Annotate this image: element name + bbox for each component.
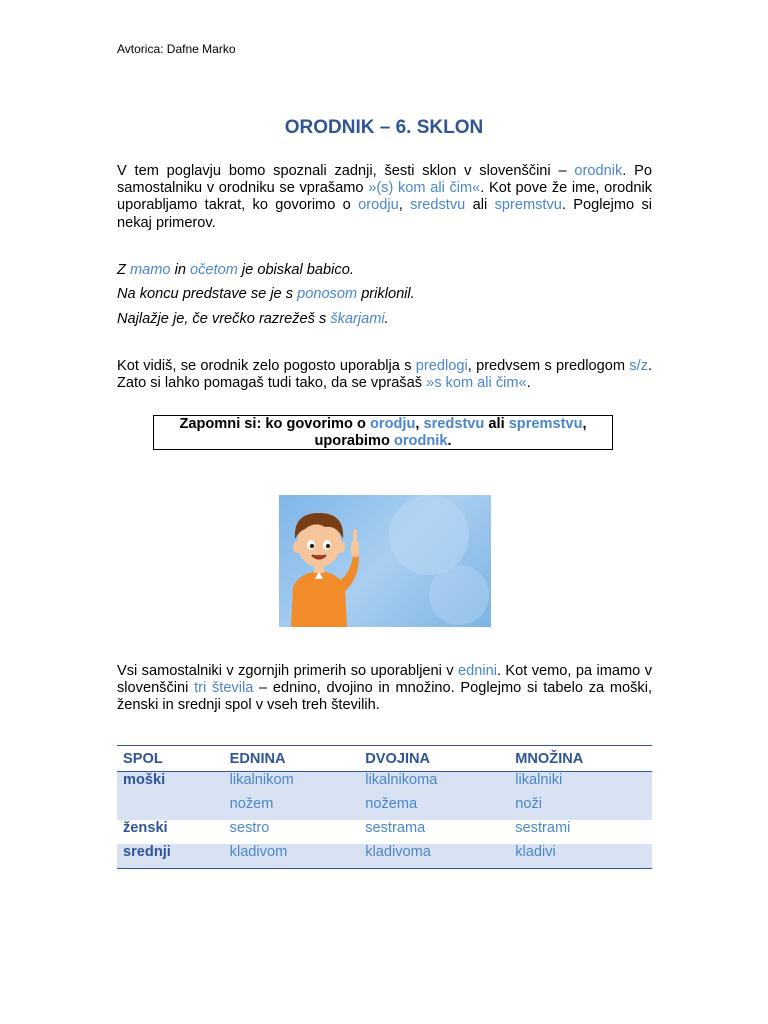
intro-paragraph: V tem poglavju bomo spoznali zadnji, šesti sklon v slovenščini – orodnik. Po samostalniku v orodniku se vprašamo »(s) kom ali čim«. Kot pove že ime, orodnik uporabljamo takrat, ko govorimo o orodju, sredstvu ali spremstvu. Poglejmo si nekaj primerov. bbox=[117, 163, 653, 231]
page-title: ORODNIK – 6. SKLON bbox=[284, 117, 484, 138]
boy-illustration bbox=[279, 495, 491, 627]
predlogi-paragraph: Kot vidiš, se orodnik zelo pogosto uporablja s predlogi, predvsem s predlogom s/z. Zato si lahko pomagaš tudi tako, da se vprašaš »s kom ali čim«. bbox=[117, 358, 652, 392]
header-mnozina: MNOŽINA bbox=[509, 746, 652, 772]
example-sentence: Na koncu predstave se je s ponosom priklonil. bbox=[117, 286, 415, 302]
remember-line-2: uporabimo orodnik. bbox=[314, 433, 452, 449]
header-dvojina: DVOJINA bbox=[359, 746, 509, 772]
remember-line-1: Zapomni si: ko govorimo o orodju, sredstvu ali spremstvu, bbox=[179, 416, 587, 432]
example-sentence: Z mamo in očetom je obiskal babico. bbox=[117, 262, 354, 278]
author-line: Avtorica: Dafne Marko bbox=[117, 42, 236, 56]
table-row: ženski sestro sestrama sestrami bbox=[123, 820, 571, 836]
table-row: nožem nožema noži bbox=[117, 796, 652, 820]
header-spol: SPOL bbox=[117, 746, 224, 772]
boy-pointing-icon bbox=[279, 495, 491, 627]
example-sentence: Najlažje je, če vrečko razrežeš s škarjami. bbox=[117, 311, 389, 327]
table-header-row bbox=[117, 746, 652, 772]
table-row: moški likalnikom likalnikoma likalniki bbox=[117, 772, 652, 797]
stevila-paragraph: Vsi samostalniki v zgornjih primerih so uporabljeni v ednini. Kot vemo, pa imamo v slovenščini tri števila – ednino, dvojino in množino. Poglejmo si tabelo za moški, ženski in srednji spol v vseh treh številih. bbox=[117, 663, 653, 714]
remember-box bbox=[153, 415, 613, 450]
declension-table bbox=[117, 745, 652, 869]
header-ednina: EDNINA bbox=[224, 746, 360, 772]
table-row: srednji kladivom kladivoma kladivi bbox=[117, 844, 652, 869]
